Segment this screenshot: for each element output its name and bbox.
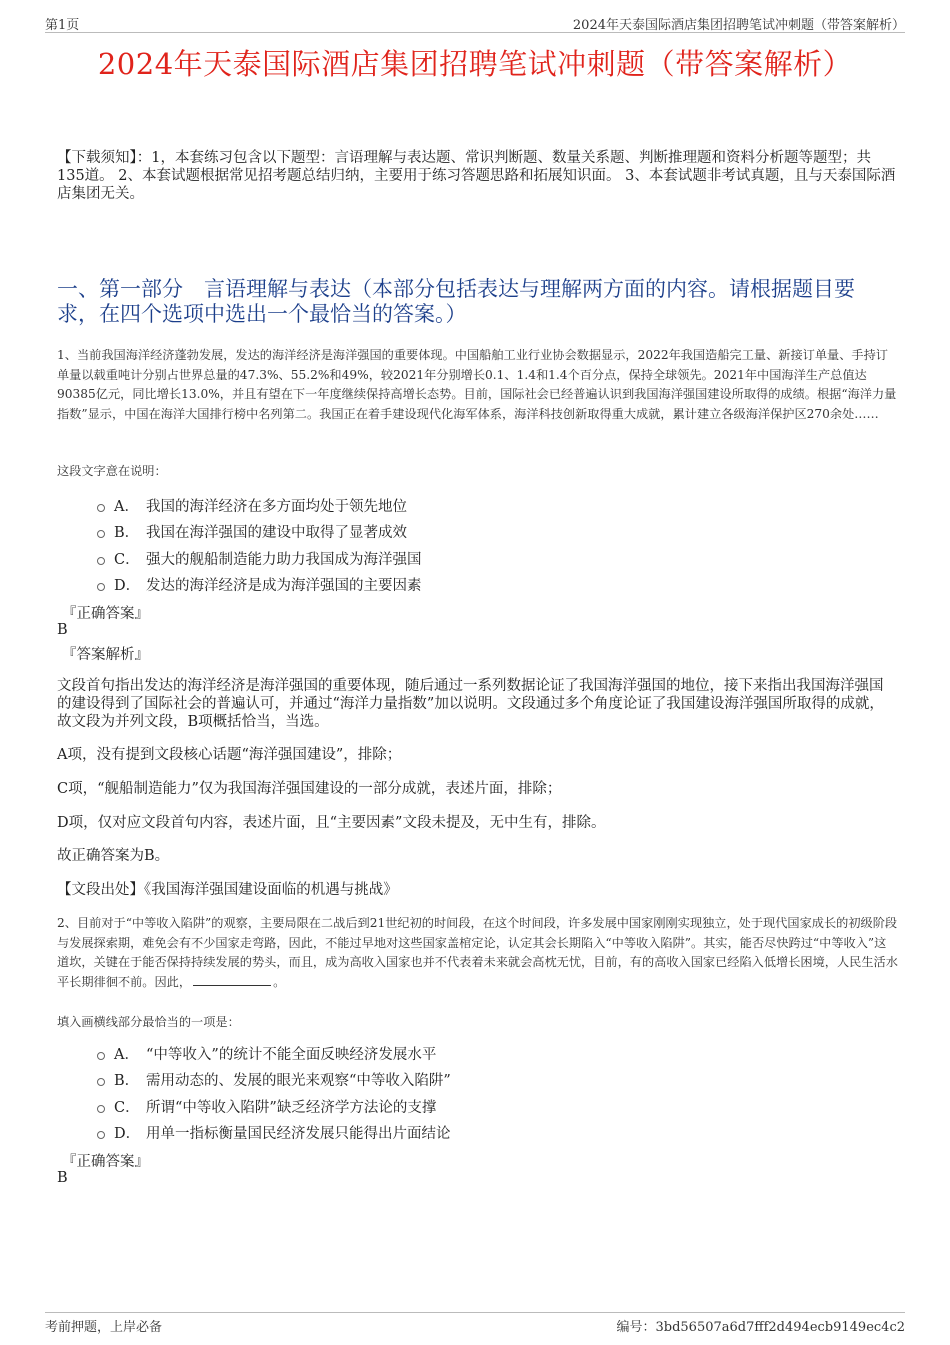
radio-icon[interactable] <box>97 1131 105 1139</box>
option-letter: D． <box>114 578 141 595</box>
question-2-option-a[interactable] <box>97 1040 451 1067</box>
question-2-body: 2、目前对于“中等收入陷阱”的观察，主要局限在二战后到21世纪初的时间段，在这个时间段，许多发展中国家刚刚实现独立，处于现代国家成长的初级阶段与发展探索期，难免会有不少国家走弯路，因此，不能过早地对这些国家盖棺定论，认定其会长期陷入“中等收入陷阱”。其实，能否尽快跨过“中等收入”这道坎，关键在于能否保持持续发展的势头，而且，成为高收入国家也并不代表着未来就会高枕无忧，目前，有的高收入国家已经陷入低增长困境，人民生活水平长期徘徊不前。因此， <box>57 916 898 989</box>
option-letter: D． <box>114 1126 141 1143</box>
footer-code <box>616 1316 905 1335</box>
question-1-option-a[interactable] <box>97 492 422 519</box>
radio-icon[interactable] <box>97 1078 105 1086</box>
option-letter: A． <box>114 1046 139 1063</box>
question-2-options <box>97 1040 451 1146</box>
footer-code-value: 3bd56507a6d7fff2d494ecb9149ec4c2 <box>655 1320 905 1335</box>
question-1-answer-label: 『正确答案』 <box>62 606 149 622</box>
question-1-option-b[interactable] <box>97 519 422 546</box>
page-footer <box>45 1312 905 1335</box>
option-text: 强大的舰船制造能力助力我国成为海洋强国 <box>146 551 422 568</box>
question-2-text <box>57 914 898 992</box>
option-text: “中等收入”的统计不能全面反映经济发展水平 <box>146 1046 437 1063</box>
option-text: 需用动态的、发展的眼光来观察“中等收入陷阱” <box>146 1073 451 1090</box>
question-1-prompt: 这段文字意在说明： <box>57 464 167 478</box>
section-heading: 一、第一部分 言语理解与表达（本部分包括表达与理解两方面的内容。请根据题目要求，在四个选项中选出一个最恰当的答案。） <box>57 277 855 326</box>
question-2-answer: B <box>57 1170 68 1186</box>
question-1-text: 1、当前我国海洋经济蓬勃发展，发达的海洋经济是海洋强国的重要体现。中国船舶工业行业协会数据显示，2022年我国造船完工量、新接订单量、手持订单量以载重吨计分别占世界总量的47.3%、55.2%和49%，较2021年分别增长0.1、1.4和1.4个百分点，保持全球领先。2021年中国海洋生产总值达90385亿元，同比增长13.0%，并且有望在下一年度继续保持高增长态势。目前，国际社会已经普遍认识到我国海洋强国建设所取得的成绩。根据“海洋力量指数”显示，中国在海洋大国排行榜中名列第二。我国正在着手建设现代化海军体系，海洋科技创新取得重大成就，累计建立各级海洋保护区270余处…… <box>57 348 897 421</box>
question-2-option-c[interactable] <box>97 1093 451 1120</box>
radio-icon[interactable] <box>97 557 105 565</box>
option-letter: A． <box>114 498 139 515</box>
page-header <box>45 12 905 33</box>
option-text: 我国在海洋强国的建设中取得了显著成效 <box>146 525 407 542</box>
radio-icon[interactable] <box>97 504 105 512</box>
page-number: 第1页 <box>45 18 80 33</box>
question-1-option-c[interactable] <box>97 545 422 572</box>
option-text: 发达的海洋经济是成为海洋强国的主要因素 <box>146 578 422 595</box>
option-text: 所谓“中等收入陷阱”缺乏经济学方法论的支撑 <box>146 1099 437 1116</box>
radio-icon[interactable] <box>97 583 105 591</box>
question-1-analysis-label: 『答案解析』 <box>62 647 149 663</box>
question-2-tail: 。 <box>273 974 286 989</box>
question-2-option-d[interactable] <box>97 1120 451 1147</box>
question-2-option-b[interactable] <box>97 1067 451 1094</box>
option-letter: C． <box>114 551 140 568</box>
option-letter: B． <box>114 1073 140 1090</box>
question-1-analysis-p3: C项，“舰船制造能力”仅为我国海洋强国建设的一部分成就，表述片面，排除； <box>57 781 562 797</box>
question-1-analysis-p1: 文段首句指出发达的海洋经济是海洋强国的重要体现，随后通过一系列数据论证了我国海洋强国的地位，接下来指出我国海洋强国的建设得到了国际社会的普遍认可，并通过“海洋力量指数”加以说明。文段通过多个角度论证了我国建设海洋强国所取得的成就，故文段为并列文段，B项概括恰当，当选。 <box>57 678 884 730</box>
question-1-analysis-p2: A项，没有提到文段核心话题“海洋强国建设”，排除； <box>57 747 402 763</box>
option-text: 用单一指标衡量国民经济发展只能得出片面结论 <box>146 1126 451 1143</box>
radio-icon[interactable] <box>97 1052 105 1060</box>
radio-icon[interactable] <box>97 530 105 538</box>
question-1-source: 【文段出处】《我国海洋强国建设面临的机遇与挑战》 <box>57 882 398 898</box>
question-2-prompt: 填入画横线部分最恰当的一项是： <box>57 1015 240 1029</box>
question-1-analysis-p5: 故正确答案为B。 <box>57 848 170 864</box>
option-text: 我国的海洋经济在多方面均处于领先地位 <box>146 498 407 515</box>
header-doc-name: 2024年天泰国际酒店集团招聘笔试冲刺题（带答案解析） <box>572 18 905 33</box>
option-letter: B． <box>114 525 140 542</box>
download-notice: 【下载须知】：1，本套练习包含以下题型：言语理解与表达题、常识判断题、数量关系题、判断推理题和资料分析题等题型；共135道。 2、本套试题根据常见招考题总结归纳，主要用于练习答题思路和拓展知识面。 3、本套试题非考试真题，且与天泰国际酒店集团无关。 <box>57 150 896 202</box>
footer-slogan: 考前押题，上岸必备 <box>45 1320 163 1335</box>
question-2-answer-label: 『正确答案』 <box>62 1154 149 1170</box>
question-1-option-d[interactable] <box>97 572 422 599</box>
question-1-options <box>97 492 422 598</box>
question-1-analysis-p4: D项，仅对应文段首句内容，表述片面，且“主要因素”文段未提及，无中生有，排除。 <box>57 815 606 831</box>
fill-blank <box>193 973 271 986</box>
option-letter: C． <box>114 1099 140 1116</box>
document-title: 2024年天泰国际酒店集团招聘笔试冲刺题（带答案解析） <box>97 47 853 81</box>
radio-icon[interactable] <box>97 1105 105 1113</box>
footer-code-label: 编号： <box>616 1320 656 1335</box>
question-1-answer: B <box>57 622 68 638</box>
